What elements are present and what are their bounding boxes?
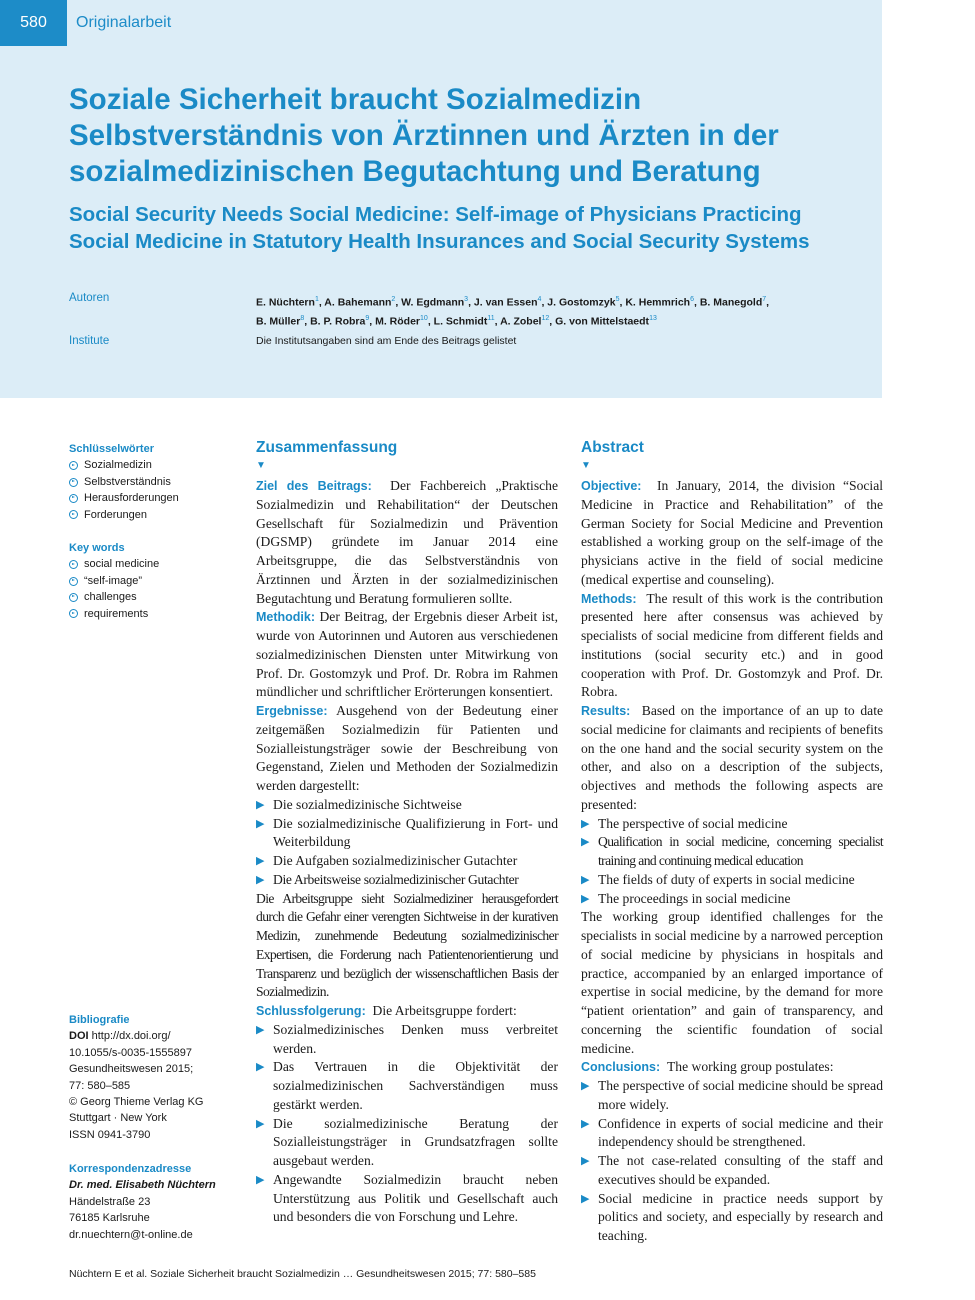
author-affiliation: 6 bbox=[690, 296, 694, 303]
triangle-bullet-icon: ▶ bbox=[581, 1155, 590, 1167]
list-item: ▶ Social medicine in practice needs support by politics and society, and especially by research and teaching. bbox=[581, 1190, 883, 1243]
arrow-down-icon: ▼ bbox=[581, 460, 591, 471]
keyword-item: “self-image” bbox=[69, 573, 179, 589]
correspondence-email[interactable]: dr.nuechtern@t-online.de bbox=[69, 1228, 193, 1241]
schluss-label: Schlussfolgerung: bbox=[256, 1004, 366, 1018]
author-affiliation: 8 bbox=[300, 314, 305, 322]
author-list: E. Nüchtern$^1$, A. Bahemann$^2$, W. Egdmann$^3$, J. van Essen$^4$, J. Gostomzyk$^5$, K. Hemmrich$^6$, B. Manegold$^7$, B. Müller$^8$, B. P. Robra$^9$, M. Röder$^{10}$, L. Schmidt$^{11}$, A. Zobel$^{12}$, G. von Mittelstaedt$^{13}$ bbox=[256, 296, 770, 327]
triangle-bullet-icon: ▶ bbox=[581, 1080, 590, 1092]
author-name: G. von Mittelstaedt bbox=[555, 315, 650, 327]
authors-label: Autoren bbox=[69, 292, 110, 304]
keyword-item: Selbstverständnis bbox=[69, 474, 179, 490]
title-english-line: Social Medicine in Statutory Health Insurances and Social Security Systems bbox=[69, 230, 810, 253]
author-name: J. Gostomzyk bbox=[547, 296, 616, 309]
ergebnisse-paragraph: Ergebnisse: Ausgehend von der Bedeutung einer zeitgemäßen Sozialmedizin für Patienten und Sozialleistungsträger sowie der Beschreibung von Gegenstand, Zielen und Methoden der Sozialmedizin werden dargestellt: bbox=[256, 703, 558, 793]
author-name: E. Nüchtern bbox=[256, 296, 315, 309]
abstract-heading: Abstract bbox=[581, 439, 644, 456]
keywords-block bbox=[69, 441, 179, 622]
correspondence-line: 76185 Karlsruhe bbox=[69, 1212, 150, 1225]
list-item: ▶ Qualification in social medicine, concerning specialist training and continuing medical education bbox=[581, 834, 883, 868]
zusammenfassung-heading: Zusammenfassung bbox=[256, 439, 398, 456]
bullet-icon bbox=[69, 609, 78, 618]
methods-label: Methods: bbox=[581, 591, 637, 606]
ziel-label: Ziel des Beitrags: bbox=[256, 479, 372, 493]
section-label: Originalarbeit bbox=[76, 14, 172, 31]
triangle-bullet-icon: ▶ bbox=[581, 836, 589, 849]
bibliography-line: © Georg Thieme Verlag KG bbox=[69, 1096, 204, 1109]
bullet-icon bbox=[69, 593, 78, 602]
results-paragraph: Results: Based on the importance of an up to date social medicine for claimants and recipients of benefits on the one hand and the social security system on the other, and also on a description of the subjects, objectives and methods the following aspects are presented: bbox=[581, 703, 884, 812]
bibliography-block bbox=[69, 1012, 203, 1143]
list-item: ▶ Die Aufgaben sozialmedizinischer Gutachter bbox=[256, 852, 558, 871]
list-item: ▶ The perspective of social medicine should be spread more widely. bbox=[581, 1078, 883, 1112]
bullet-icon bbox=[69, 560, 78, 569]
triangle-bullet-icon: ▶ bbox=[256, 1061, 265, 1074]
keyword-item: Forderungen bbox=[69, 507, 179, 523]
institute-label: Institute bbox=[69, 335, 110, 347]
author-affiliation: 1 bbox=[314, 296, 319, 303]
list-item: ▶ Angewandte Sozialmedizin braucht neben Unterstützung aus Politik und Gesellschaft auch und besonders die von Forschung und Lehre. bbox=[256, 1171, 558, 1225]
list-item: ▶ Das Vertrauen in die Objektivität der sozialmedizinischen Sachverständigen muss gestärkt werden. bbox=[256, 1059, 558, 1112]
methods-paragraph: Methods: The result of this work is the contribution presented here after consensus was achieved by specialists of social medicine from different fields and institutions (social security etc.) and in good cooperation with Prof. Dr. Gostomzyk and Prof. Dr. Robra. bbox=[581, 590, 883, 700]
author-affiliation: 7 bbox=[762, 296, 767, 303]
bullet-icon bbox=[69, 577, 78, 586]
list-item: ▶ Confidence in experts of social medicine and their independency should be strengthened. bbox=[581, 1115, 883, 1150]
triangle-bullet-icon: ▶ bbox=[256, 1023, 265, 1036]
author-name: J. van Essen bbox=[473, 296, 538, 309]
conclusions-label: Conclusions: bbox=[581, 1060, 661, 1075]
list-item: ▶ The fields of duty of experts in social medicine bbox=[581, 871, 883, 890]
keyword-item: challenges bbox=[69, 589, 179, 605]
author-name: A. Bahemann bbox=[324, 296, 392, 309]
methodik-paragraph: Methodik: Der Beitrag, der Ergebnis dieser Arbeit ist, wurde von Autorinnen und Autoren aus verschiedenen sozialmedizinischen Diensten unter Mitwirkung von Prof. Dr. Gostomzyk und Prof. Dr. Robra im Rahmen mündlicher und schriftlicher Erörterungen konsentiert. bbox=[256, 609, 558, 700]
correspondence-line: Händelstraße 23 bbox=[69, 1195, 151, 1208]
results-after-paragraph: The working group identified challenges for the specialists in social medicine by a narrowed perception of social medicine by physicians in hospitals and practice, accompanied by an enlarged importance of expertise in social medicine, by the demand for more “patient orientation” and gain of transparency, and concerning the scientific foundation of social medicine. bbox=[581, 909, 883, 1056]
author-affiliation: 2 bbox=[391, 296, 396, 303]
ergebnisse-after-paragraph: Die Arbeitsgruppe sieht Sozialmediziner herausgefordert durch die Gefahr einer verengten Sichtweise in der kurativen Medizin, zunehmende Bedeutung sozialmedizinischer Expertisen, die Forderung nach Patientenorientierung und Transparenz und bezüglich der wissenschaftlichen Basis der Sozialmedizin. bbox=[256, 890, 558, 1000]
ergebnisse-label: Ergebnisse: bbox=[256, 704, 328, 718]
title-english-line: Social Security Needs Social Medicine: Self-image of Physicians Practicing bbox=[69, 203, 802, 226]
list-item: ▶ The not case-related consulting of the staff and executives should be expanded. bbox=[581, 1153, 883, 1187]
objective-paragraph: Objective: In January, 2014, the division “Social Medicine in Practice and Rehabilitation” of the German Society for Social Medicine and Prevention established a working group on the self-image of the physicians active in the field of social medicine (medical expertise and counseling). bbox=[581, 478, 884, 587]
doi-line: DOI http://dx.doi.org/ bbox=[69, 1030, 171, 1043]
author-name: M. Röder bbox=[375, 315, 421, 327]
title-german-line: Selbstverständnis von Ärztinnen und Ärzten in der bbox=[69, 119, 779, 152]
author-name: L. Schmidt bbox=[433, 315, 488, 327]
list-item: ▶ Sozialmedizinisches Denken muss verbreitet werden. bbox=[256, 1021, 558, 1056]
author-affiliation: 3 bbox=[464, 296, 469, 303]
author-name: B. P. Robra bbox=[310, 315, 366, 327]
title-german bbox=[69, 82, 859, 190]
correspondence-name: Dr. med. Elisabeth Nüchtern bbox=[69, 1179, 216, 1192]
bibliography-heading: Bibliografie bbox=[69, 1014, 130, 1026]
bibliography-line: Gesundheitswesen 2015; bbox=[69, 1063, 194, 1076]
schluss-paragraph: Schlussfolgerung: Die Arbeitsgruppe fordert: bbox=[256, 1003, 517, 1018]
doi-link[interactable]: http://dx.doi.org/ bbox=[91, 1030, 171, 1043]
title-german-line: sozialmedizinischen Begutachtung und Beratung bbox=[69, 155, 761, 188]
ziel-paragraph: Ziel des Beitrags: Der Fachbereich „Praktische Sozialmedizin und Rehabilitation“ der Deutschen Gesellschaft für Sozialmedizin und Prävention (DGSMP) gründete im Januar 2014 eine Arbeitsgruppe, die das Selbstverständnis von Ärztinnen und Ärzten in der sozialmedizinischen Begutachtung und Beratung formulieren sollte. bbox=[256, 478, 558, 606]
triangle-bullet-icon: ▶ bbox=[581, 892, 590, 905]
results-label: Results: bbox=[581, 704, 631, 718]
bullet-icon bbox=[69, 461, 78, 470]
objective-label: Objective: bbox=[581, 479, 642, 493]
list-item: ▶ The perspective of social medicine bbox=[581, 815, 883, 834]
triangle-bullet-icon: ▶ bbox=[256, 1117, 265, 1130]
author-name: B. Müller bbox=[256, 315, 301, 327]
author-name: A. Zobel bbox=[500, 315, 542, 327]
keywords-en-heading: Key words bbox=[69, 542, 125, 555]
bullet-icon bbox=[69, 478, 78, 487]
keyword-item: requirements bbox=[69, 606, 179, 622]
bibliography-line: ISSN 0941-3790 bbox=[69, 1128, 151, 1141]
author-affiliation: 13 bbox=[649, 314, 657, 322]
correspondence-block bbox=[69, 1161, 216, 1243]
keyword-item: Sozialmedizin bbox=[69, 457, 179, 473]
abstract-column bbox=[581, 437, 883, 1246]
triangle-bullet-icon: ▶ bbox=[581, 1117, 590, 1130]
bibliography-line: 10.1055/s-0035-1555897 bbox=[69, 1046, 192, 1059]
bibliography-line: Stuttgart · New York bbox=[69, 1112, 167, 1125]
arrow-down-icon: ▼ bbox=[256, 460, 266, 471]
author-affiliation: 10 bbox=[420, 314, 428, 322]
triangle-bullet-icon: ▶ bbox=[581, 817, 590, 830]
keyword-item: Herausforderungen bbox=[69, 490, 179, 506]
author-affiliation: 12 bbox=[541, 314, 550, 322]
bullet-icon bbox=[69, 510, 78, 519]
bullet-icon bbox=[69, 494, 78, 503]
correspondence-heading: Korrespondenzadresse bbox=[69, 1163, 192, 1175]
triangle-bullet-icon: ▶ bbox=[256, 798, 265, 811]
author-affiliation: 11 bbox=[487, 314, 495, 322]
page-number: 580 bbox=[0, 0, 67, 46]
list-item: ▶ Die sozialmedizinische Beratung der Sozialleistungsträger in Grundsatzfragen sollte ausgebaut werden. bbox=[256, 1115, 558, 1168]
list-item: ▶ Die sozialmedizinische Qualifizierung in Fort- und Weiterbildung bbox=[256, 815, 558, 850]
methodik-label: Methodik: bbox=[256, 610, 316, 625]
title-english bbox=[69, 201, 869, 255]
triangle-bullet-icon: ▶ bbox=[256, 855, 265, 867]
keyword-item: social medicine bbox=[69, 556, 179, 572]
conclusions-paragraph: Conclusions: The working group postulates: bbox=[581, 1059, 834, 1075]
institute-text: Die Institutsangaben sind am Ende des Beitrags gelistet bbox=[256, 335, 517, 347]
triangle-bullet-icon: ▶ bbox=[256, 1173, 265, 1186]
author-affiliation: 5 bbox=[615, 296, 620, 303]
author-name: K. Hemmrich bbox=[625, 296, 691, 309]
author-affiliation: 9 bbox=[365, 314, 370, 322]
triangle-bullet-icon: ▶ bbox=[256, 873, 265, 886]
list-item: ▶ The proceedings in social medicine bbox=[581, 890, 883, 909]
triangle-bullet-icon: ▶ bbox=[256, 817, 265, 830]
triangle-bullet-icon: ▶ bbox=[581, 1192, 590, 1205]
keywords-de-heading: Schlüsselwörter bbox=[69, 443, 154, 455]
title-german-line: Soziale Sicherheit braucht Sozialmedizin bbox=[69, 83, 642, 116]
author-name: W. Egdmann bbox=[401, 296, 465, 309]
list-item: ▶ Die sozialmedizinische Sichtweise bbox=[256, 796, 558, 815]
author-name: B. Manegold bbox=[699, 296, 763, 309]
author-affiliation: 4 bbox=[537, 296, 542, 303]
list-item: ▶ Die Arbeitsweise sozialmedizinischer Gutachter bbox=[256, 871, 558, 890]
footer-citation: Nüchtern E et al. Soziale Sicherheit braucht Sozialmedizin … Gesundheitswesen 2015; 77: 580–585 bbox=[69, 1268, 536, 1280]
triangle-bullet-icon: ▶ bbox=[581, 873, 590, 886]
bibliography-line: 77: 580–585 bbox=[69, 1079, 131, 1092]
zusammenfassung-column bbox=[256, 437, 558, 1227]
